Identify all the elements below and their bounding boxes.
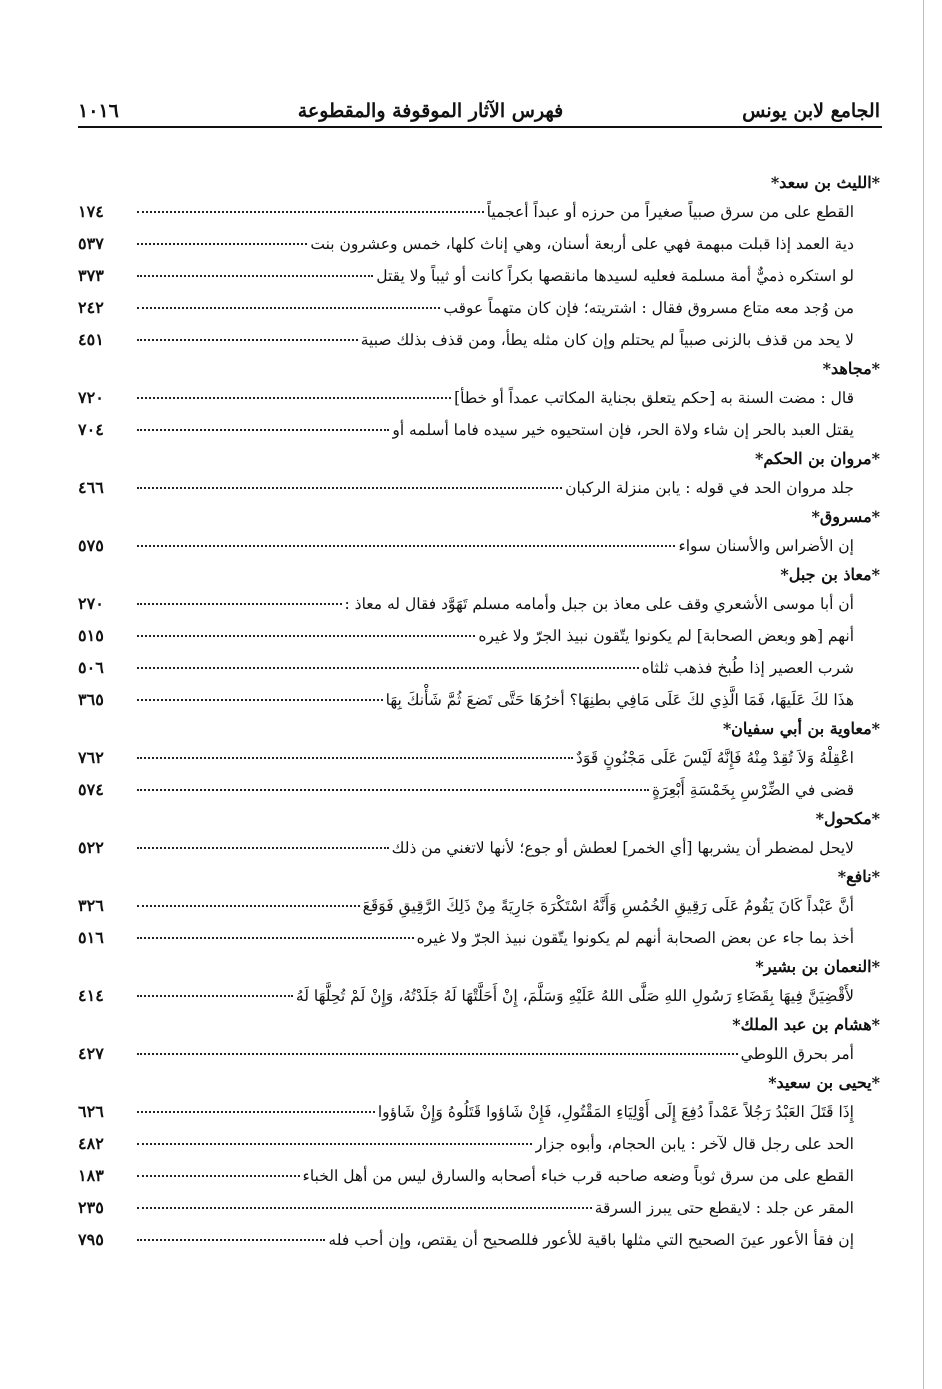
entry-page-number: ٧٩٥ [78,1230,104,1249]
dot-leader [137,667,639,669]
index-entry [78,1192,882,1224]
entry-page-number: ١٧٤ [78,202,104,221]
entry-text: دية العمد إذا قبلت مبهمة فهي على أربعة أسنان، وهي إناث كلها، خمس وعشرون بنت [310,235,854,253]
entry-text: أنَّ عَبْداً كَانَ يَقُومُ عَلَى رَقِيقِ الخُمُسِ وَأَنَّهُ اسْتَكْرَهَ جَارِيَةً مِنْ ذَلِكَ الرَّقِيقِ فَوَقَعَ [362,897,854,915]
index-entry [78,922,882,954]
entry-page-number: ٥٧٥ [78,536,104,555]
book-title: الجامع لابن يونس [742,100,880,122]
index-entry [78,588,882,620]
entry-page-number: ٧٢٠ [78,388,104,407]
dot-leader [137,635,475,637]
entry-page-number: ٧٠٤ [78,420,104,439]
index-section [78,1070,882,1256]
index-entry [78,292,882,324]
index-entry [78,652,882,684]
index-section [78,806,882,864]
index-section [78,356,882,446]
section-title: *مروان بن الحكم* [755,449,880,468]
index-entry [78,1096,882,1128]
entry-text: قال : مضت السنة به [حكم يتعلق بجناية المكاتب عمداً أو خطأ] [454,389,854,407]
entry-text: إن الأضراس والأسنان سواء [678,537,854,555]
index-section [78,716,882,806]
entry-page-number: ٣٧٣ [78,266,104,285]
dot-leader [137,603,342,605]
index-entry [78,1128,882,1160]
entry-text: أن أبا موسى الأشعري وقف على معاذ بن جبل وأمامه مسلم تَهَوَّد فقال له معاذ : [344,595,854,613]
section-title: *مجاهد* [822,359,880,378]
dot-leader [137,275,373,277]
entry-text: يقتل العبد بالحر إن شاء ولاة الحر، فإن استحيوه خير سيده فاما أسلمه أو [392,421,854,439]
entry-page-number: ٧٦٢ [78,748,104,767]
entry-page-number: ٤٦٦ [78,478,104,497]
entry-text: القطع على من سرق ثوباً وضعه صاحبه قرب خباء أصحابه والسارق ليس من أهل الخباء [302,1167,854,1185]
dot-leader [137,1143,532,1145]
entry-page-number: ٥١٦ [78,928,104,947]
index-entry [78,742,882,774]
entry-page-number: ٤٨٢ [78,1134,104,1153]
index-entry [78,530,882,562]
entry-page-number: ٥٧٤ [78,780,104,799]
entry-text: إن فقأ الأعور عينَ الصحيح التي مثلها باقية للأعور فللصحيح أن يقتص، وإن أحب فله [328,1231,854,1249]
dot-leader [137,995,293,997]
section-title: *معاذ بن جبل* [780,565,880,584]
entry-text: شرب العصير إذا طُبخ فذهب ثلثاه [641,659,854,677]
entry-text: قضى في الضِّرْسِ بِخَمْسَةِ أَبْعِرَةٍ [652,781,854,799]
entry-text: جلد مروان الحد في قوله : يابن منزلة الركبان [565,479,854,497]
entry-page-number: ١٨٣ [78,1166,104,1185]
index-title: فهرس الآثار الموقوفة والمقطوعة [297,100,564,122]
index-entry [78,832,882,864]
entry-page-number: ٣٦٥ [78,690,104,709]
entry-page-number: ٢٣٥ [78,1198,104,1217]
entry-page-number: ٣٢٦ [78,896,104,915]
entry-page-number: ٥٢٢ [78,838,104,857]
entry-text: أمر بحرق اللوطي [740,1045,854,1063]
entry-page-number: ٤٥١ [78,330,104,349]
entry-text: الحد على رجل قال لآخر : يابن الحجام، وأبوه جزار [535,1135,854,1153]
entry-text: من وُجد معه متاع مسروق فقال : اشتريته؛ فإن كان متهماً عوقب [443,299,854,317]
index-entry [78,1224,882,1256]
index-entry [78,324,882,356]
entry-page-number: ٢٧٠ [78,594,104,613]
section-title: *النعمان بن بشير* [755,957,880,976]
index-entry [78,260,882,292]
page-number: ١٠١٦ [78,100,119,122]
index-entry [78,684,882,716]
entry-text: لو استكره ذميٌّ أمة مسلمة فعليه لسيدها مانقصها بكراً كانت أو ثيباً ولا يقتل [376,267,854,285]
index-content [78,170,882,1256]
entry-text: المقر عن جلد : لايقطع حتى يبرز السرقة [594,1199,854,1217]
index-section [78,1012,882,1070]
index-entry [78,228,882,260]
dot-leader [137,545,675,547]
entry-page-number: ٥٠٦ [78,658,104,677]
dot-leader [137,1111,375,1113]
section-title: *الليث بن سعد* [770,173,880,192]
scan-edge-line [923,0,924,1389]
index-entry [78,1038,882,1070]
index-section [78,954,882,1012]
dot-leader [137,211,484,213]
dot-leader [137,905,360,907]
entry-text: لا يحد من قذف بالزنى صبياً لم يحتلم وإن كان مثله يطأ، ومن قذف بذلك صبية [360,331,854,349]
dot-leader [137,243,307,245]
index-entry [78,980,882,1012]
dot-leader [137,339,358,341]
entry-page-number: ٢٤٢ [78,298,104,317]
section-title: *معاوية بن أبي سفيان* [722,719,880,738]
section-title: *مكحول* [815,809,880,828]
page-header [78,100,882,128]
index-entry [78,620,882,652]
section-title: *هشام بن عبد الملك* [732,1015,880,1034]
entry-text: لايحل لمضطر أن يشربها [أي الخمر] لعطش أو جوع؛ لأنها لاتغني من ذلك [391,839,854,857]
section-title: *مسروق* [811,507,880,526]
index-section [78,504,882,562]
entry-page-number: ٤٢٧ [78,1044,104,1063]
dot-leader [137,1053,738,1055]
dot-leader [137,487,562,489]
dot-leader [137,1207,592,1209]
dot-leader [137,429,389,431]
index-section [78,170,882,356]
entry-text: هذَا لكَ عَلَيهَا، فَمَا الَّذِي لكَ عَلَى مَافِي بطنِهَا؟ أخرُهَا حَتَّى تَضعَ ثُمَّ شَأْنكَ بِهَا [385,691,854,709]
index-entry [78,774,882,806]
dot-leader [137,699,383,701]
index-entry [78,414,882,446]
entry-text: لأَقْضِيَنَّ فِيهَا بِقَضَاءِ رَسُولِ اللهِ صَلَّى اللهُ عَلَيْهِ وَسَلَّمَ، إِنْ أَحَلَّتْهَا لَهُ جَلَدْتُهُ، وَإِنْ لَمْ تُحِلَّهَا لَهُ [295,987,854,1005]
dot-leader [137,757,573,759]
section-title: *نافع* [837,867,880,886]
entry-text: القطع على من سرق صبياً صغيراً من حرزه أو عبداً أعجمياً [486,203,854,221]
dot-leader [137,847,389,849]
entry-page-number: ٥٣٧ [78,234,104,253]
dot-leader [137,397,451,399]
index-section [78,562,882,716]
section-title: *يحيى بن سعيد* [768,1073,880,1092]
dot-leader [137,937,414,939]
index-entry [78,382,882,414]
dot-leader [137,789,649,791]
entry-text: أنهم [هو وبعض الصحابة] لم يكونوا يتّقون نبيذ الجرّ ولا غيره [478,627,854,645]
index-section [78,864,882,954]
dot-leader [137,307,440,309]
entry-text: أخذ بما جاء عن بعض الصحابة أنهم لم يكونوا يتّقون نبيذ الجرّ ولا غيره [416,929,854,947]
index-section [78,446,882,504]
index-entry [78,196,882,228]
entry-page-number: ٤١٤ [78,986,104,1005]
dot-leader [137,1239,325,1241]
index-entry [78,890,882,922]
dot-leader [137,1175,300,1177]
entry-text: إِذَا قَتَلَ العَبْدُ رَجُلاً عَمْداً دُفِعَ إِلَى أَوْلِيَاءِ المَقْتُولِ، فَإِنْ شَاؤوا قَتَلُوهُ وَإِنْ شَاؤوا [377,1103,854,1121]
entry-page-number: ٥١٥ [78,626,104,645]
index-entry [78,1160,882,1192]
index-entry [78,472,882,504]
entry-text: اعْقِلْهُ وَلاَ تُقِدْ مِنْهُ فَإِنَّهُ لَيْسَ عَلَى مَجْنُونٍ قَوَدٌ [575,749,854,767]
entry-page-number: ٦٢٦ [78,1102,104,1121]
